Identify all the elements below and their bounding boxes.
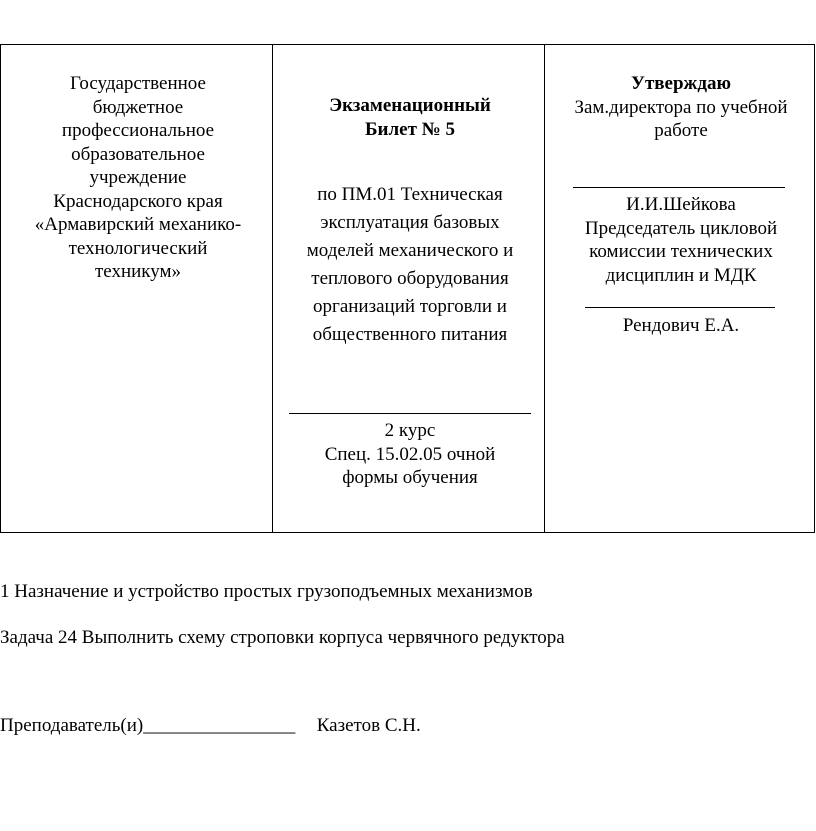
institution-line: «Армавирский механико-	[34, 214, 242, 235]
subject-line: организаций торговли и	[313, 296, 507, 317]
approval-position-line1: Зам.директора по учебной	[574, 96, 788, 118]
approval-heading: Утверждаю	[631, 73, 731, 94]
subject-line: эксплуатация базовых	[320, 212, 500, 233]
chair-line: дисциплин и МДК	[605, 264, 757, 286]
approval-position-line2: работе	[654, 120, 708, 141]
signature-line	[289, 413, 531, 414]
institution-line: бюджетное	[92, 96, 184, 118]
signer-name-1: И.И.Шейкова	[626, 194, 736, 215]
signature-line-1	[573, 187, 785, 188]
subject-line: моделей механического и	[306, 240, 514, 261]
ticket-number: Билет № 5	[364, 118, 456, 140]
spec-line2: формы обучения	[342, 467, 478, 488]
institution-line: учреждение	[89, 167, 187, 188]
course-block	[280, 419, 540, 490]
exam-ticket-table	[0, 44, 815, 533]
signature-line-2	[585, 307, 775, 308]
approval-header	[553, 72, 809, 143]
chair-block	[553, 193, 809, 287]
subject-block	[280, 181, 540, 349]
ticket-block	[280, 45, 540, 532]
spec-line1: Спец. 15.02.05 очной	[324, 443, 496, 465]
approval-block	[553, 45, 809, 532]
institution-line: Государственное	[70, 73, 206, 94]
chair-line: комиссии технических	[589, 241, 773, 262]
subject-line: теплового оборудования	[311, 268, 509, 289]
teacher-label: Преподаватель(и)________________	[0, 715, 296, 736]
course-label: 2 курс	[384, 420, 436, 441]
signer-name-2: Рендович Е.А.	[622, 315, 740, 336]
column-divider-1	[272, 45, 273, 532]
ticket-title	[280, 94, 540, 141]
chair-line: Председатель цикловой	[584, 217, 778, 239]
institution-line: профессиональное	[61, 120, 215, 141]
institution-line: техникум»	[94, 261, 182, 282]
teacher-signature	[0, 715, 421, 737]
task-24: Задача 24 Выполнить схему строповки корпуса червячного редуктора	[0, 627, 565, 648]
column-divider-2	[544, 45, 545, 532]
institution-line: технологический	[68, 237, 208, 259]
subject-line: по ПМ.01 Техническая	[317, 184, 503, 205]
institution-block	[7, 45, 269, 284]
teacher-name: Казетов С.Н.	[316, 715, 421, 736]
question-1: 1 Назначение и устройство простых грузоподъемных механизмов	[0, 581, 533, 602]
institution-line: образовательное	[71, 143, 205, 165]
subject-line: общественного питания	[312, 324, 508, 345]
institution-line: Краснодарского края	[53, 190, 223, 212]
ticket-title-line1: Экзаменационный	[329, 95, 491, 116]
